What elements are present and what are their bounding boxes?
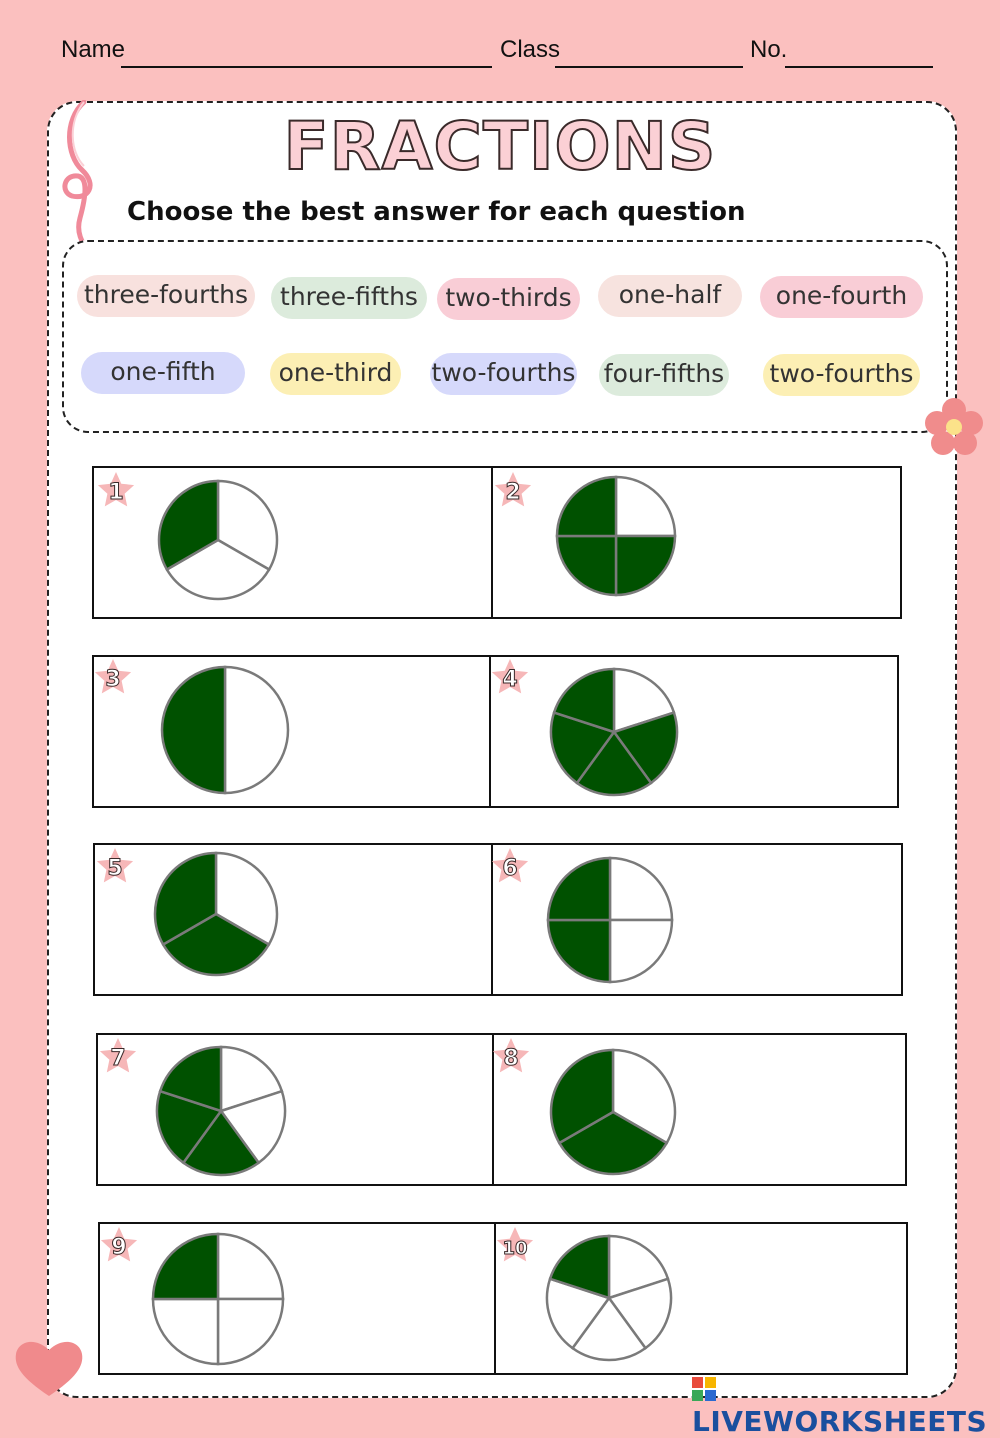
question-number-badge	[98, 1036, 138, 1076]
page-title: FRACTIONS	[283, 108, 717, 185]
question-number: 7	[110, 1046, 126, 1071]
fraction-circle-6	[545, 855, 675, 985]
shaded-slice	[162, 667, 225, 793]
name-label: Name	[61, 36, 126, 63]
question-number: 3	[105, 667, 121, 692]
word-bank-option[interactable]: one-half	[598, 275, 742, 317]
question-number: 6	[502, 856, 518, 881]
question-number-badge	[491, 1036, 531, 1076]
fraction-circle-8	[548, 1047, 678, 1177]
unshaded-slice	[610, 858, 672, 920]
number-label: No.	[750, 36, 788, 63]
word-bank-option[interactable]: three-fourths	[77, 275, 255, 317]
word-bank-option[interactable]: three-fifths	[271, 277, 427, 319]
question-number: 10	[502, 1238, 528, 1259]
unshaded-slice	[153, 1299, 218, 1364]
heart-icon	[12, 1336, 86, 1400]
unshaded-slice	[616, 477, 675, 536]
fraction-circle-1	[156, 478, 280, 602]
number-blank[interactable]	[785, 66, 933, 68]
fraction-circle-2	[554, 474, 678, 598]
question-number: 1	[108, 480, 124, 505]
word-bank-option[interactable]: two-thirds	[437, 278, 580, 320]
word-bank-option[interactable]: one-third	[270, 353, 401, 395]
question-number-badge	[95, 846, 135, 886]
question-number-badge	[490, 657, 530, 697]
question-number: 8	[503, 1046, 519, 1071]
word-bank-option[interactable]: two-fourths	[430, 353, 577, 395]
shaded-slice	[616, 536, 675, 595]
question-number: 2	[505, 480, 521, 505]
word-bank-option[interactable]: two-fourths	[763, 354, 920, 396]
unshaded-slice	[218, 1234, 283, 1299]
shaded-slice	[153, 1234, 218, 1299]
question-number-badge	[490, 846, 530, 886]
question-number-badge	[93, 657, 133, 697]
liveworksheets-logo	[692, 1372, 1000, 1438]
fraction-circle-9	[150, 1231, 286, 1367]
shaded-slice	[548, 858, 610, 920]
question-number-badge	[495, 1225, 535, 1265]
question-number-badge	[96, 470, 136, 510]
question-number-badge	[493, 470, 533, 510]
question-number: 9	[111, 1235, 127, 1260]
word-bank-option[interactable]: four-fifths	[599, 354, 729, 396]
word-bank-option[interactable]: one-fourth	[760, 276, 923, 318]
brand-text: LIVEWORKSHEETS	[692, 1405, 988, 1438]
unshaded-slice	[225, 667, 288, 793]
class-label: Class	[500, 36, 561, 63]
question-number: 4	[502, 667, 518, 692]
instruction-text: Choose the best answer for each question	[127, 197, 746, 227]
liveworksheets-logo-icon	[692, 1377, 716, 1401]
unshaded-slice	[218, 1299, 283, 1364]
unshaded-slice	[610, 920, 672, 982]
fraction-circle-4	[548, 666, 680, 798]
shaded-slice	[557, 536, 616, 595]
fraction-circle-7	[154, 1044, 288, 1178]
fraction-circle-3	[159, 664, 291, 796]
word-bank	[62, 240, 948, 433]
word-bank-option[interactable]: one-fifth	[81, 352, 245, 394]
class-blank[interactable]	[555, 66, 743, 68]
shaded-slice	[548, 920, 610, 982]
fraction-circle-10	[544, 1233, 674, 1363]
question-number-badge	[99, 1225, 139, 1265]
name-blank[interactable]	[121, 66, 492, 68]
question-number: 5	[107, 856, 123, 881]
student-info-header	[0, 36, 1000, 76]
fraction-circle-5	[152, 850, 280, 978]
shaded-slice	[557, 477, 616, 536]
flower-icon	[922, 396, 986, 460]
